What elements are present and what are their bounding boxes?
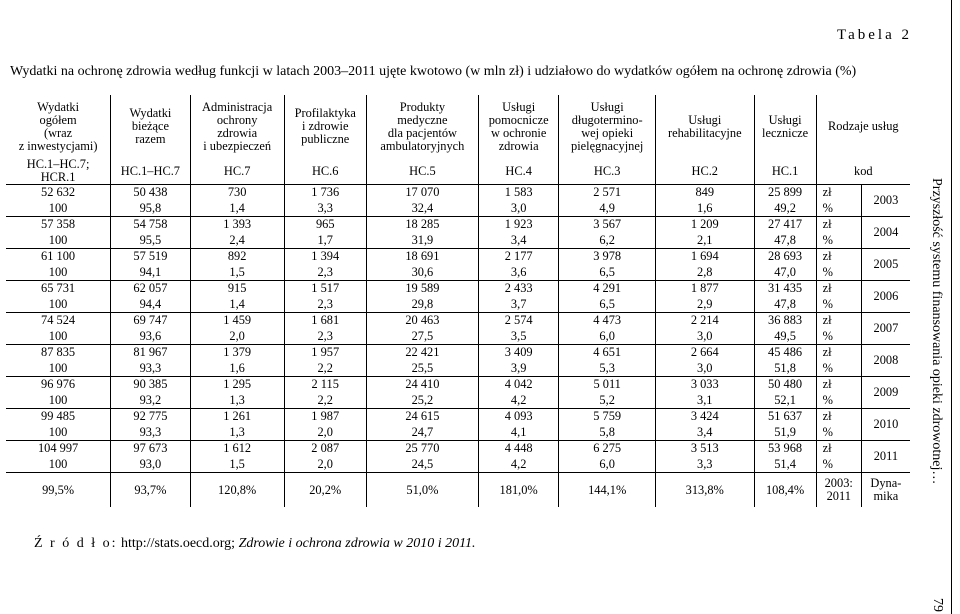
cell-curative: 47,0 (754, 265, 816, 281)
code-administration: HC.7 (190, 158, 284, 185)
source-url: http://stats.oecd.org; (117, 536, 239, 551)
header-total (6, 95, 111, 158)
cell-curative: 50 480 (754, 377, 816, 393)
cell-current: 62 057 (111, 281, 190, 297)
cell-year: 2010 (861, 409, 910, 441)
cell-unit: % (816, 201, 861, 217)
cell-medical-products: 19 589 (366, 281, 478, 297)
cell-curative: 45 486 (754, 345, 816, 361)
cell-prevention: 1 957 (284, 345, 366, 361)
header-line: wej opieki (581, 125, 634, 140)
cell-rehabilitation: 2,8 (656, 265, 755, 281)
cell-ancillary: 3,7 (478, 297, 558, 313)
cell-current: 93,2 (111, 393, 190, 409)
cell-curative: 52,1 (754, 393, 816, 409)
table-row (6, 297, 910, 313)
cell-unit: zł (816, 281, 861, 297)
header-rehabilitation (656, 95, 755, 158)
cell-current: 54 758 (111, 217, 190, 233)
header-line: Produkty (399, 99, 446, 114)
cell-dynamics-curative: 108,4% (754, 473, 816, 508)
source-note (34, 536, 476, 552)
cell-dynamics-rehabilitation: 313,8% (656, 473, 755, 508)
table-row (6, 217, 910, 233)
cell-unit: zł (816, 249, 861, 265)
cell-medical-products: 24 410 (366, 377, 478, 393)
cell-medical-products: 25,2 (366, 393, 478, 409)
cell-curative: 49,5 (754, 329, 816, 345)
header-line: ogółem (39, 112, 77, 127)
cell-year: 2009 (861, 377, 910, 409)
cell-total: 100 (6, 297, 111, 313)
cell-current: 69 747 (111, 313, 190, 329)
table-row (6, 393, 910, 409)
cell-prevention: 1 394 (284, 249, 366, 265)
cell-rehabilitation: 3 033 (656, 377, 755, 393)
cell-dynamics-long-term-care: 144,1% (559, 473, 656, 508)
side-rule (951, 0, 952, 614)
cell-administration: 1 393 (190, 217, 284, 233)
cell-curative: 53 968 (754, 441, 816, 457)
cell-medical-products: 24,5 (366, 457, 478, 473)
cell-long-term-care: 6,0 (559, 329, 656, 345)
cell-total: 65 731 (41, 281, 76, 296)
dynamics-period-line: 2003: (824, 476, 853, 490)
cell-ancillary: 4,2 (478, 393, 558, 409)
table-row (6, 281, 910, 297)
cell-curative: 51 637 (754, 409, 816, 425)
cell-curative: 51,4 (754, 457, 816, 473)
cell-medical-products: 25,5 (366, 361, 478, 377)
header-line: pomocnicze (488, 112, 549, 127)
code-long-term-care: HC.3 (559, 158, 656, 185)
cell-ancillary: 3,5 (478, 329, 558, 345)
cell-dynamics-current: 93,7% (111, 473, 190, 508)
cell-dynamics-ancillary: 181,0% (478, 473, 558, 508)
cell-prevention: 965 (284, 217, 366, 233)
cell-prevention: 1 517 (284, 281, 366, 297)
table-row (6, 441, 910, 457)
cell-prevention: 2,3 (284, 297, 366, 313)
cell-long-term-care: 5 759 (559, 409, 656, 425)
table-row (6, 345, 910, 361)
cell-rehabilitation: 2,1 (656, 233, 755, 249)
table-row (6, 313, 910, 329)
cell-prevention: 2,3 (284, 265, 366, 281)
table-row (6, 329, 910, 345)
cell-unit: zł (816, 441, 861, 457)
cell-total: 100 (6, 425, 111, 441)
cell-prevention: 1 681 (284, 313, 366, 329)
header-line: Usługi (502, 99, 536, 114)
cell-ancillary: 4,1 (478, 425, 558, 441)
cell-medical-products: 32,4 (366, 201, 478, 217)
cell-administration: 2,4 (190, 233, 284, 249)
header-line: publiczne (301, 132, 350, 146)
cell-long-term-care: 4 651 (559, 345, 656, 361)
header-line: rehabilitacyjne (667, 125, 742, 140)
header-line: Wydatki (37, 99, 80, 114)
code-current: HC.1–HC.7 (111, 158, 190, 185)
cell-administration: 1 379 (190, 345, 284, 361)
cell-rehabilitation: 3,4 (656, 425, 755, 441)
cell-long-term-care: 5,2 (559, 393, 656, 409)
cell-unit: % (816, 265, 861, 281)
cell-current: 93,3 (111, 361, 190, 377)
cell-year: 2006 (861, 281, 910, 313)
cell-long-term-care: 6,2 (559, 233, 656, 249)
cell-medical-products: 25 770 (366, 441, 478, 457)
cell-prevention: 2 087 (284, 441, 366, 457)
cell-medical-products: 30,6 (366, 265, 478, 281)
code-label: kod (816, 158, 910, 185)
cell-unit: % (816, 425, 861, 441)
source-publication: Zdrowie i ochrona zdrowia w 2010 i 2011. (238, 536, 476, 551)
header-line: medyczne (397, 112, 448, 127)
cell-unit: zł (816, 313, 861, 329)
table-body (6, 185, 910, 508)
cell-curative: 36 883 (754, 313, 816, 329)
header-line: ambulatoryjnych (380, 138, 465, 153)
cell-ancillary: 2 433 (478, 281, 558, 297)
table-row (6, 361, 910, 377)
header-line: lecznicze (762, 125, 809, 140)
cell-ancillary: 1 923 (478, 217, 558, 233)
header-line: Profilaktyka (294, 106, 356, 120)
cell-total: 100 (6, 393, 111, 409)
cell-curative: 51,9 (754, 425, 816, 441)
table-row (6, 185, 910, 201)
expenditure-table (6, 95, 910, 507)
cell-administration: 915 (190, 281, 284, 297)
cell-administration: 730 (190, 185, 284, 201)
header-current (111, 95, 190, 158)
cell-dynamics-prevention: 20,2% (284, 473, 366, 508)
cell-prevention: 1 987 (284, 409, 366, 425)
cell-ancillary: 1 583 (478, 185, 558, 201)
cell-medical-products: 24 615 (366, 409, 478, 425)
cell-current: 57 519 (111, 249, 190, 265)
cell-total: 104 997 (37, 441, 79, 456)
cell-total: 100 (6, 457, 111, 473)
cell-medical-products: 31,9 (366, 233, 478, 249)
cell-ancillary: 3 409 (478, 345, 558, 361)
cell-administration: 1,3 (190, 393, 284, 409)
cell-long-term-care: 3 567 (559, 217, 656, 233)
cell-rehabilitation: 1 209 (656, 217, 755, 233)
table-row-dynamics (6, 473, 910, 508)
cell-year: 2011 (861, 441, 910, 473)
cell-curative: 51,8 (754, 361, 816, 377)
cell-curative: 27 417 (754, 217, 816, 233)
header-line: bieżące (131, 119, 169, 133)
cell-administration: 1,4 (190, 201, 284, 217)
cell-administration: 892 (190, 249, 284, 265)
header-line: (wraz (43, 125, 73, 140)
cell-total: 61 100 (41, 249, 76, 264)
cell-prevention: 2,2 (284, 393, 366, 409)
cell-unit: % (816, 297, 861, 313)
header-prevention (284, 95, 366, 158)
cell-medical-products: 18 691 (366, 249, 478, 265)
cell-medical-products: 29,8 (366, 297, 478, 313)
cell-total: 52 632 (41, 185, 76, 200)
cell-year: 2003 (861, 185, 910, 217)
cell-long-term-care: 4 473 (559, 313, 656, 329)
cell-ancillary: 4 093 (478, 409, 558, 425)
table-row (6, 377, 910, 393)
cell-unit: zł (816, 345, 861, 361)
header-line: zdrowia (217, 125, 258, 140)
cell-current: 94,1 (111, 265, 190, 281)
cell-year: 2005 (861, 249, 910, 281)
cell-total: 99 485 (41, 409, 76, 424)
cell-dynamics-medical-products: 51,0% (366, 473, 478, 508)
cell-long-term-care: 6,5 (559, 265, 656, 281)
cell-dynamics-total: 99,5% (42, 482, 75, 497)
dynamics-period-line: 2011 (826, 489, 851, 503)
cell-dynamics-administration: 120,8% (190, 473, 284, 508)
cell-ancillary: 4 448 (478, 441, 558, 457)
header-line: Wydatki (129, 106, 172, 120)
cell-long-term-care: 5,3 (559, 361, 656, 377)
cell-total: 100 (6, 329, 111, 345)
cell-prevention: 1,7 (284, 233, 366, 249)
cell-current: 94,4 (111, 297, 190, 313)
cell-unit: % (816, 233, 861, 249)
cell-medical-products: 24,7 (366, 425, 478, 441)
header-line: Usługi (590, 99, 624, 114)
page-number: 79 (930, 598, 945, 612)
cell-total: 100 (6, 201, 111, 217)
cell-rehabilitation: 2,9 (656, 297, 755, 313)
cell-long-term-care: 5 011 (559, 377, 656, 393)
table-row (6, 457, 910, 473)
header-line: zdrowia (498, 138, 539, 153)
cell-long-term-care: 6,0 (559, 457, 656, 473)
header-line: i zdrowie (302, 119, 349, 133)
dynamics-label-line: Dyna- (870, 476, 902, 490)
table-row (6, 233, 910, 249)
cell-medical-products: 27,5 (366, 329, 478, 345)
cell-year: 2007 (861, 313, 910, 345)
header-line: pielęgnacyjnej (571, 138, 644, 153)
cell-year: 2008 (861, 345, 910, 377)
cell-curative: 25 899 (754, 185, 816, 201)
cell-rehabilitation: 3,3 (656, 457, 755, 473)
header-line: i ubezpieczeń (203, 138, 272, 153)
cell-medical-products: 18 285 (366, 217, 478, 233)
header-line: długotermino- (571, 112, 643, 127)
cell-rehabilitation: 3,0 (656, 361, 755, 377)
cell-ancillary: 3,0 (478, 201, 558, 217)
cell-ancillary: 2 177 (478, 249, 558, 265)
cell-current: 93,6 (111, 329, 190, 345)
cell-total: 74 524 (41, 313, 76, 328)
cell-long-term-care: 4,9 (559, 201, 656, 217)
cell-total: 100 (6, 361, 111, 377)
cell-current: 93,3 (111, 425, 190, 441)
cell-total: 57 358 (41, 217, 76, 232)
code-ancillary: HC.4 (478, 158, 558, 185)
header-line: Administracja (202, 99, 273, 114)
header-line: z inwestycjami) (18, 138, 98, 153)
cell-unit: % (816, 457, 861, 473)
header-line: dla pacjentów (387, 125, 457, 140)
header-line: w ochronie (490, 125, 547, 140)
cell-current: 92 775 (111, 409, 190, 425)
cell-unit: zł (816, 217, 861, 233)
source-prefix: Ź r ó d ł o: (34, 536, 118, 551)
table-row (6, 409, 910, 425)
cell-prevention: 2 115 (284, 377, 366, 393)
cell-long-term-care: 3 978 (559, 249, 656, 265)
cell-prevention: 2,2 (284, 361, 366, 377)
header-long-term-care (559, 95, 656, 158)
code-prevention: HC.6 (284, 158, 366, 185)
cell-rehabilitation: 3,0 (656, 329, 755, 345)
cell-ancillary: 3,6 (478, 265, 558, 281)
cell-total: 96 976 (41, 377, 76, 392)
cell-rehabilitation: 2 214 (656, 313, 755, 329)
table-row (6, 265, 910, 281)
table-title: Wydatki na ochronę zdrowia według funkcji w latach 2003–2011 ujęte kwotowo (w mln zł) i udziałowo do wydatków ogółem na ochronę zdrowia (%) (10, 64, 857, 79)
cell-unit: % (816, 329, 861, 345)
cell-dynamics-label (861, 473, 910, 508)
cell-curative: 28 693 (754, 249, 816, 265)
cell-administration: 1 459 (190, 313, 284, 329)
header-service-types: Rodzaje usług (816, 95, 910, 158)
cell-total: 87 835 (41, 345, 76, 360)
cell-prevention: 1 736 (284, 185, 366, 201)
table-row (6, 425, 910, 441)
cell-year: 2004 (861, 217, 910, 249)
cell-medical-products: 20 463 (366, 313, 478, 329)
code-rehabilitation: HC.2 (656, 158, 755, 185)
cell-prevention: 2,0 (284, 457, 366, 473)
cell-rehabilitation: 1 877 (656, 281, 755, 297)
cell-current: 97 673 (111, 441, 190, 457)
cell-curative: 47,8 (754, 297, 816, 313)
cell-rehabilitation: 849 (656, 185, 755, 201)
cell-long-term-care: 4 291 (559, 281, 656, 297)
cell-rehabilitation: 2 664 (656, 345, 755, 361)
cell-medical-products: 22 421 (366, 345, 478, 361)
header-line: razem (135, 132, 166, 146)
cell-total: 100 (6, 233, 111, 249)
cell-rehabilitation: 3 513 (656, 441, 755, 457)
cell-long-term-care: 2 571 (559, 185, 656, 201)
cell-unit: zł (816, 409, 861, 425)
cell-long-term-care: 6 275 (559, 441, 656, 457)
cell-long-term-care: 6,5 (559, 297, 656, 313)
header-curative (754, 95, 816, 158)
header-medical-products (366, 95, 478, 158)
table-number-label: Tabela 2 (836, 27, 912, 43)
header-line: Usługi (688, 112, 722, 127)
cell-unit: zł (816, 185, 861, 201)
cell-administration: 1,4 (190, 297, 284, 313)
cell-curative: 31 435 (754, 281, 816, 297)
cell-ancillary: 2 574 (478, 313, 558, 329)
cell-unit: zł (816, 377, 861, 393)
cell-current: 93,0 (111, 457, 190, 473)
cell-unit: % (816, 361, 861, 377)
header-line: Usługi (768, 112, 802, 127)
cell-administration: 1 612 (190, 441, 284, 457)
header-line: HCR.1 (40, 170, 76, 184)
cell-ancillary: 3,9 (478, 361, 558, 377)
cell-administration: 1,5 (190, 265, 284, 281)
cell-ancillary: 4,2 (478, 457, 558, 473)
cell-long-term-care: 5,8 (559, 425, 656, 441)
cell-current: 90 385 (111, 377, 190, 393)
header-line: ochrony (216, 112, 258, 127)
cell-administration: 1,6 (190, 361, 284, 377)
code-curative: HC.1 (754, 158, 816, 185)
cell-medical-products: 17 070 (366, 185, 478, 201)
cell-rehabilitation: 3,1 (656, 393, 755, 409)
cell-rehabilitation: 3 424 (656, 409, 755, 425)
cell-unit: % (816, 393, 861, 409)
cell-prevention: 2,3 (284, 329, 366, 345)
cell-administration: 1 261 (190, 409, 284, 425)
cell-current: 95,5 (111, 233, 190, 249)
cell-dynamics-period (816, 473, 861, 508)
table-row (6, 249, 910, 265)
cell-curative: 47,8 (754, 233, 816, 249)
header-ancillary (478, 95, 558, 158)
cell-prevention: 2,0 (284, 425, 366, 441)
cell-administration: 2,0 (190, 329, 284, 345)
cell-curative: 49,2 (754, 201, 816, 217)
code-total (6, 158, 111, 185)
cell-administration: 1,3 (190, 425, 284, 441)
cell-rehabilitation: 1 694 (656, 249, 755, 265)
cell-rehabilitation: 1,6 (656, 201, 755, 217)
cell-current: 50 438 (111, 185, 190, 201)
code-medical-products: HC.5 (366, 158, 478, 185)
cell-administration: 1,5 (190, 457, 284, 473)
cell-administration: 1 295 (190, 377, 284, 393)
cell-current: 95,8 (111, 201, 190, 217)
cell-ancillary: 3,4 (478, 233, 558, 249)
cell-ancillary: 4 042 (478, 377, 558, 393)
cell-total: 100 (6, 265, 111, 281)
header-line: HC.1–HC.7; (26, 157, 90, 171)
cell-current: 81 967 (111, 345, 190, 361)
header-administration (190, 95, 284, 158)
dynamics-label-line: mika (873, 489, 899, 503)
table-row (6, 201, 910, 217)
cell-prevention: 3,3 (284, 201, 366, 217)
